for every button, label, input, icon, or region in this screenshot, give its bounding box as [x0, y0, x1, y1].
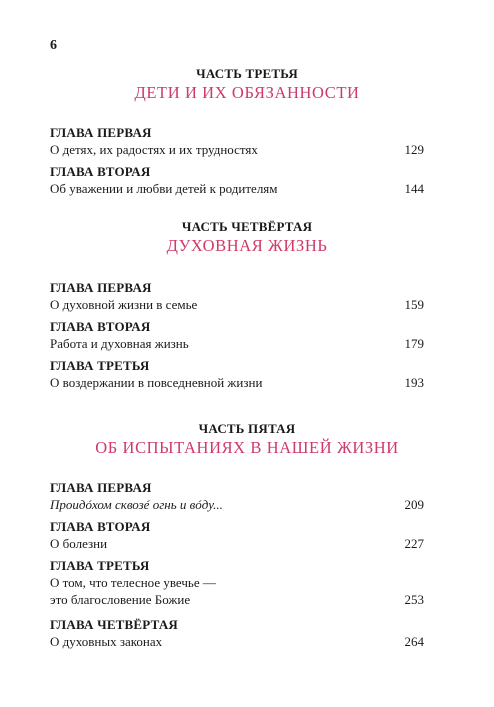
chapter-label: ГЛАВА ВТОРАЯ: [50, 164, 151, 179]
toc-chapter[interactable]: [50, 518, 424, 552]
chapter-title: Проидóхом сквозé огнь и вóду...: [50, 497, 223, 512]
chapter-label: ГЛАВА ТРЕТЬЯ: [50, 558, 150, 573]
chapter-title: это благословение Божие: [50, 592, 191, 607]
part-heading: [0, 219, 494, 257]
chapter-title: О духовных законах: [50, 634, 163, 649]
chapter-label: ГЛАВА ПЕРВАЯ: [50, 280, 152, 295]
toc-chapter[interactable]: [50, 318, 424, 352]
chapter-title: Работа и духовная жизнь: [50, 336, 189, 351]
part-label: ЧАСТЬ ЧЕТВЁРТАЯ: [181, 219, 313, 234]
chapter-title: О духовной жизни в семье: [50, 297, 198, 312]
toc-entry: [50, 180, 424, 197]
part-title: ДУХОВНАЯ ЖИЗНЬ: [166, 236, 328, 255]
part-label: ЧАСТЬ ПЯТАЯ: [198, 421, 296, 436]
toc-entry: [50, 633, 424, 650]
toc-entry: [50, 496, 424, 513]
toc-chapter[interactable]: [50, 557, 424, 608]
toc-chapter[interactable]: [50, 357, 424, 391]
toc-chapter[interactable]: [50, 124, 424, 158]
page-ref: 209: [404, 497, 424, 512]
part-heading: [0, 421, 494, 459]
toc-entry: [50, 591, 424, 608]
toc-entry: [50, 374, 424, 391]
toc-chapter[interactable]: [50, 616, 424, 650]
page-ref: 159: [404, 297, 424, 312]
chapter-label: ГЛАВА ВТОРАЯ: [50, 519, 151, 534]
page-ref: 227: [404, 536, 424, 551]
part-label: ЧАСТЬ ТРЕТЬЯ: [196, 66, 298, 81]
toc-chapter[interactable]: [50, 279, 424, 313]
page-ref: 193: [404, 375, 424, 390]
part-heading: [0, 66, 494, 104]
toc-entry: [50, 141, 424, 158]
toc-entry: [50, 574, 424, 591]
part-title: ОБ ИСПЫТАНИЯХ В НАШЕЙ ЖИЗНИ: [95, 438, 399, 457]
page-ref: 264: [404, 634, 424, 649]
page-ref: 179: [404, 336, 424, 351]
chapter-label: ГЛАВА ПЕРВАЯ: [50, 480, 152, 495]
chapter-label: ГЛАВА ЧЕТВЁРТАЯ: [50, 617, 178, 632]
toc-chapter[interactable]: [50, 163, 424, 197]
toc-chapter[interactable]: [50, 479, 424, 513]
page-ref: 144: [404, 181, 424, 196]
chapter-title: О детях, их радостях и их трудностях: [50, 142, 258, 157]
toc-entry: [50, 296, 424, 313]
chapter-label: ГЛАВА ВТОРАЯ: [50, 319, 151, 334]
chapter-title: О том, что телесное увечье —: [50, 575, 216, 590]
chapter-title: О болезни: [50, 536, 108, 551]
part-title: ДЕТИ И ИХ ОБЯЗАННОСТИ: [134, 83, 360, 102]
chapter-title: О воздержании в повседневной жизни: [50, 375, 263, 390]
chapter-label: ГЛАВА ТРЕТЬЯ: [50, 358, 150, 373]
chapter-title: Об уважении и любви детей к родителям: [50, 181, 278, 196]
page-ref: 129: [404, 142, 424, 157]
chapter-label: ГЛАВА ПЕРВАЯ: [50, 125, 152, 140]
page-number: 6: [50, 38, 57, 53]
toc-entry: [50, 335, 424, 352]
page-ref: 253: [404, 592, 424, 607]
toc-entry: [50, 535, 424, 552]
